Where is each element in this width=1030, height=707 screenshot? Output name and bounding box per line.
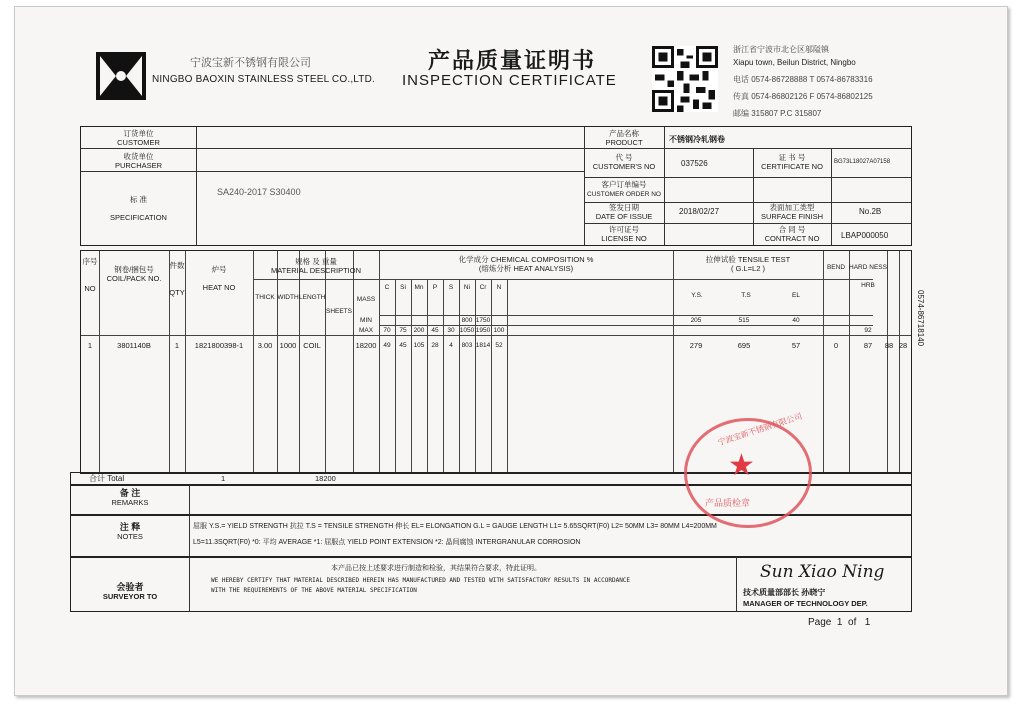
chem-max: 45 <box>431 327 439 334</box>
row-chem-value: 803 <box>461 342 473 349</box>
row-thick: 3.00 <box>257 341 273 350</box>
page-indicator: Page 1 of 1 <box>808 617 871 628</box>
notes-line: L5=11.3SQRT(F0) *0: 平均 AVERAGE *1: 屈服点 YIELD POINT EXTENSION *2: 晶间腐蚀 INTERGRANULAR CORROSION <box>193 539 581 546</box>
manager-signature: Sun Xiao Ning <box>760 562 885 582</box>
row-chem-value: 4 <box>449 342 453 349</box>
surface-finish-value: No.2B <box>859 207 882 216</box>
customer-label: 订货单位 CUSTOMER <box>117 129 160 147</box>
ys-min: 205 <box>690 317 702 324</box>
row-mass: 18200 <box>355 341 377 350</box>
purchaser-label: 收货单位 PURCHASER <box>114 152 163 170</box>
element-header: P <box>432 284 438 291</box>
row-ys: 279 <box>689 341 703 350</box>
customer-no-label: 代 号 CUSTOMER'S NO <box>592 153 656 171</box>
element-header: Cr <box>479 284 487 291</box>
certify-statement-en: WITH THE REQUIREMENTS OF THE ABOVE MATERIAL SPECIFICATION <box>211 587 417 594</box>
max-label: MAX <box>358 327 374 334</box>
chem-max: 200 <box>413 327 425 334</box>
address-line: Xiapu town, Beilun District, Ningbo <box>733 58 856 67</box>
coil-header: 钢卷/捆包号 COIL/PACK NO. <box>106 265 162 283</box>
chem-max: 70 <box>383 327 391 334</box>
row-extra: 28 <box>898 341 908 350</box>
chem-max: 1950 <box>475 327 491 334</box>
chem-column-divider <box>411 279 412 473</box>
total-qty: 1 <box>221 474 226 483</box>
chem-column-divider <box>459 279 460 473</box>
row-qty: 1 <box>174 341 180 350</box>
chem-column-divider <box>427 279 428 473</box>
chem-column-divider <box>443 279 444 473</box>
chem-min: 800 <box>461 317 473 324</box>
row-coil: 3801140B <box>117 341 151 350</box>
total-mass: 18200 <box>315 474 336 483</box>
row-width: 1000 <box>279 341 297 350</box>
width-header: WIDTH <box>277 294 299 301</box>
certificate-no-label: 证 书 号 CERTIFICATE NO <box>761 153 823 171</box>
product-value: 不锈钢冷轧钢卷 <box>669 135 725 144</box>
certificate-no-value: BG73L18027A07158 <box>834 159 891 165</box>
manager-title-en: MANAGER OF TECHNOLOGY DEP. <box>743 599 868 608</box>
qty-header: 件数 QTY <box>169 261 185 297</box>
yield-strength-header: Y.S. <box>691 292 703 299</box>
address-line: 电话 0574-86728888 T 0574-86783316 <box>733 75 873 84</box>
hardness-header: HARD NESS HRB <box>849 264 887 289</box>
contract-label: 合 同 号 CONTRACT NO <box>764 225 820 243</box>
product-label: 产品名称 PRODUCT <box>605 129 643 147</box>
certificate-title-cn: 产品质量证明书 <box>428 49 597 74</box>
thick-header: THICK <box>255 294 275 301</box>
chem-column-divider <box>491 279 492 473</box>
issue-date-label: 签发日期 DATE OF ISSUE <box>595 203 653 221</box>
issue-date-value: 2018/02/27 <box>679 207 720 216</box>
length-header: LENGTH <box>299 294 326 301</box>
row-chem-value: 105 <box>413 342 425 349</box>
elongation-header: EL <box>792 292 800 299</box>
specification-label: 标 准 SPECIFICATION <box>110 195 167 222</box>
certify-statement-en: WE HEREBY CERTIFY THAT MATERIAL DESCRIBED HEREIN HAS MANUFACTURED AND TESTED WITH SATISFACTORY RESULTS IN ACCORDANCE <box>211 577 631 584</box>
row-hardness: 87 <box>863 341 873 350</box>
sheets-header: SHEETS <box>325 308 352 315</box>
surveyor-label: 会验者 SURVEYOR TO <box>102 582 158 601</box>
certify-statement-cn: 本产品已按上述要求进行制造和检验，其结果符合要求，特此证明。 <box>331 565 541 572</box>
surface-finish-label: 表面加工类型 SURFACE FINISH <box>760 203 824 221</box>
el-min: 40 <box>792 317 800 324</box>
chem-max: 75 <box>399 327 407 334</box>
element-header: Ni <box>463 284 471 291</box>
notes-label: 注 释 NOTES <box>117 522 143 541</box>
address-line: 邮编 315807 P.C 315807 <box>733 109 822 118</box>
row-chem-value: 28 <box>431 342 439 349</box>
element-header: S <box>448 284 454 291</box>
chem-column-divider <box>395 279 396 473</box>
specification-value: SA240-2017 S30400 <box>217 187 301 197</box>
chem-column-divider <box>475 279 476 473</box>
no-header: 序号 NO <box>82 257 98 293</box>
customer-no-value: 037526 <box>681 159 708 168</box>
total-label: 合计 Total <box>89 474 125 483</box>
row-heat: 1821800398-1 <box>194 341 244 350</box>
row-bend: 0 <box>833 341 839 350</box>
manager-title-cn: 技术质量部部长 孙晓宁 <box>743 588 826 597</box>
heat-header: 炉号 HEAT NO <box>202 265 236 292</box>
chem-column-divider <box>507 279 508 473</box>
element-header: Si <box>400 284 406 291</box>
hardness-max: 92 <box>864 327 872 334</box>
row-chem-value: 49 <box>383 342 391 349</box>
license-label: 许可证号 LICENSE NO <box>601 225 647 243</box>
element-header: Mn <box>414 284 424 291</box>
row-chem-value: 45 <box>399 342 407 349</box>
row-length: COIL <box>303 341 321 350</box>
chem-max: 100 <box>493 327 505 334</box>
notes-row <box>70 514 912 558</box>
chem-max: 30 <box>447 327 455 334</box>
row-chem-value: 1814 <box>475 342 491 349</box>
element-header: N <box>496 284 502 291</box>
row-ts: 695 <box>737 341 751 350</box>
qr-code-icon <box>652 46 718 112</box>
ts-min: 515 <box>738 317 750 324</box>
min-label: MIN <box>360 317 372 324</box>
company-name-cn: 宁波宝新不锈钢有限公司 <box>190 57 311 69</box>
certificate-title-en: INSPECTION CERTIFICATE <box>402 72 617 89</box>
row-el: 57 <box>791 341 801 350</box>
side-phone-note: 0574-86718140 <box>916 290 925 347</box>
remarks-label: 备 注 REMARKS <box>111 488 149 507</box>
stamp-ring-text: 宁波宝新不锈钢有限公司 <box>716 411 804 448</box>
stamp-text: 产品质检章 <box>705 498 751 508</box>
company-logo-icon <box>96 52 146 100</box>
notes-line: 屈服 Y.S.= YIELD STRENGTH 抗拉 T.S = TENSILE STRENGTH 伸长 EL= ELONGATION G.L = GAUGE LENGTH L1= 5.65SQRT(F0) L2= 50MM L3= 80MM L4=200MM <box>193 523 717 530</box>
address-line: 浙江省宁波市北仑区邬隘镇 <box>733 45 829 54</box>
row-chem-value: 52 <box>495 342 503 349</box>
row-no: 1 <box>87 341 93 350</box>
header-block <box>80 126 912 246</box>
address-line: 传真 0574-86802126 F 0574-86802125 <box>733 92 873 101</box>
chem-max: 1050 <box>459 327 475 334</box>
chem-min: 1750 <box>475 317 491 324</box>
contract-value: LBAP000050 <box>841 231 889 240</box>
chemical-composition-header: 化学成分 CHEMICAL COMPOSITION % (熔炼分析 HEAT ANALYSIS) <box>458 255 594 273</box>
customer-order-label: 客户订单编号 CUSTOMER ORDER NO <box>587 180 661 198</box>
bend-header: BEND <box>826 264 846 271</box>
material-description-header: 规格 及 重量 MATERIAL DESCRIPTION <box>270 257 361 275</box>
stamp-star-icon: ★ <box>728 449 755 482</box>
element-header: C <box>384 284 390 291</box>
company-name-en: NINGBO BAOXIN STAINLESS STEEL CO.,LTD. <box>152 74 376 85</box>
mass-header: MASS <box>356 296 376 303</box>
tensile-strength-header: T.S <box>741 292 751 299</box>
row-extra: 88 <box>884 341 894 350</box>
tensile-test-header: 拉伸试验 TENSILE TEST ( G.L=L2 ) <box>705 255 791 273</box>
